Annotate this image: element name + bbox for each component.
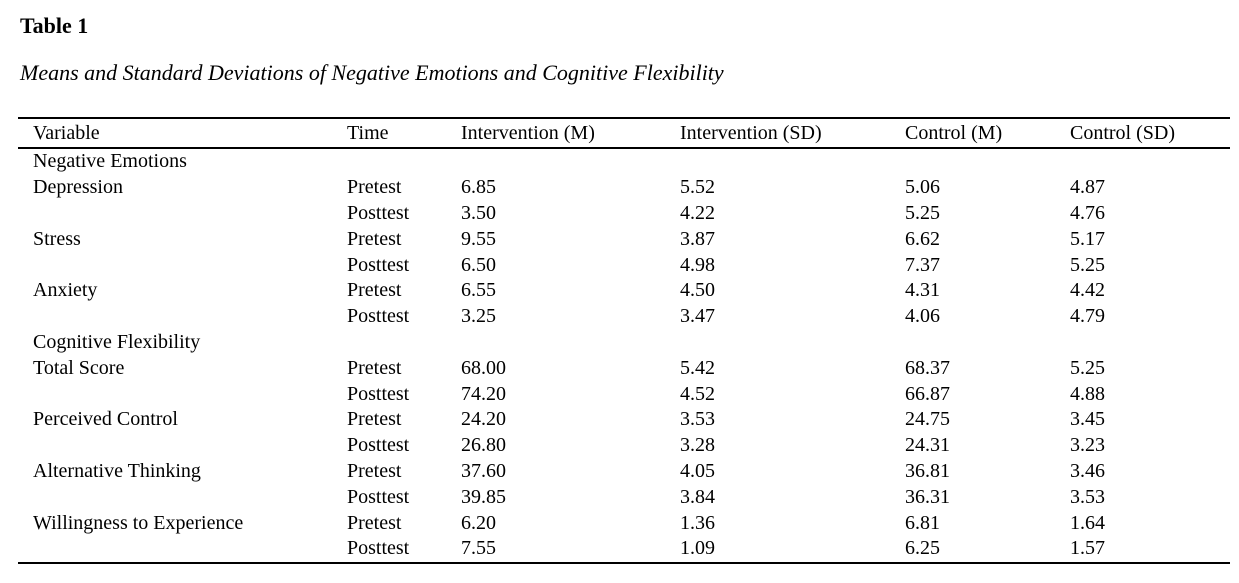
intervention-m-cell: 6.55 xyxy=(461,279,496,302)
intervention-sd-cell xyxy=(680,330,905,356)
table-number: Table 1 xyxy=(20,13,89,38)
table-body xyxy=(18,148,1230,563)
control-m-cell: 4.06 xyxy=(905,305,940,328)
column-header-control-sd: Control (SD) xyxy=(1070,118,1230,148)
intervention-sd-cell: 3.28 xyxy=(680,434,715,457)
variable-cell: Negative Emotions xyxy=(33,150,187,173)
variable-cell xyxy=(18,304,347,330)
intervention-m-cell: 37.60 xyxy=(461,459,506,482)
control-m-cell: 68.37 xyxy=(905,356,950,379)
time-cell: Posttest xyxy=(347,253,410,276)
variable-cell: Alternative Thinking xyxy=(33,459,201,482)
table-row xyxy=(18,252,1230,278)
table-row xyxy=(18,381,1230,407)
time-cell: Pretest xyxy=(347,176,402,199)
intervention-m-cell: 6.20 xyxy=(461,511,496,534)
table-header xyxy=(18,118,1230,148)
table-row xyxy=(18,484,1230,510)
intervention-sd-cell: 5.52 xyxy=(680,176,715,199)
control-m-cell: 36.81 xyxy=(905,459,950,482)
variable-cell xyxy=(18,484,347,510)
intervention-sd-cell: 1.36 xyxy=(680,511,715,534)
intervention-m-cell: 6.50 xyxy=(461,253,496,276)
column-header-variable: Variable xyxy=(18,118,347,148)
intervention-sd-cell: 5.42 xyxy=(680,356,715,379)
document-page xyxy=(0,14,1239,583)
intervention-m-cell: 7.55 xyxy=(461,537,496,560)
time-cell: Pretest xyxy=(347,459,402,482)
intervention-sd-cell: 4.05 xyxy=(680,459,715,482)
intervention-sd-cell: 4.50 xyxy=(680,279,715,302)
control-sd-cell: 1.64 xyxy=(1070,511,1105,534)
intervention-m-cell: 3.25 xyxy=(461,305,496,328)
intervention-m-cell: 68.00 xyxy=(461,356,506,379)
intervention-sd-cell: 1.09 xyxy=(680,537,715,560)
time-cell: Posttest xyxy=(347,305,410,328)
control-sd-cell: 4.88 xyxy=(1070,382,1105,405)
time-cell: Posttest xyxy=(347,485,410,508)
time-cell: Pretest xyxy=(347,511,402,534)
intervention-m-cell: 3.50 xyxy=(461,201,496,224)
table-row xyxy=(18,510,1230,536)
control-sd-cell xyxy=(1070,330,1230,356)
column-header-intervention-sd: Intervention (SD) xyxy=(680,118,905,148)
control-sd-cell: 5.25 xyxy=(1070,253,1105,276)
control-m-cell: 24.31 xyxy=(905,434,950,457)
control-sd-cell: 3.53 xyxy=(1070,485,1105,508)
variable-cell xyxy=(18,381,347,407)
intervention-sd-cell: 4.22 xyxy=(680,201,715,224)
time-cell xyxy=(347,330,461,356)
variable-cell: Perceived Control xyxy=(33,408,178,431)
intervention-m-cell: 6.85 xyxy=(461,176,496,199)
column-header-control-m: Control (M) xyxy=(905,118,1070,148)
table-row xyxy=(18,278,1230,304)
table-row xyxy=(18,433,1230,459)
control-m-cell: 24.75 xyxy=(905,408,950,431)
table-row xyxy=(18,459,1230,485)
header-row xyxy=(18,118,1230,148)
control-sd-cell: 1.57 xyxy=(1070,537,1105,560)
intervention-m-cell: 24.20 xyxy=(461,408,506,431)
variable-cell: Willingness to Experience xyxy=(33,511,244,534)
control-sd-cell: 4.76 xyxy=(1070,201,1105,224)
time-cell: Pretest xyxy=(347,279,402,302)
variable-cell: Stress xyxy=(33,227,81,250)
time-cell: Pretest xyxy=(347,356,402,379)
control-m-cell: 36.31 xyxy=(905,485,950,508)
control-sd-cell: 3.23 xyxy=(1070,434,1105,457)
table-row xyxy=(18,148,1230,175)
table-row xyxy=(18,304,1230,330)
intervention-m-cell: 39.85 xyxy=(461,485,506,508)
time-cell: Pretest xyxy=(347,227,402,250)
variable-cell xyxy=(18,252,347,278)
apa-table xyxy=(18,117,1230,564)
control-sd-cell: 5.17 xyxy=(1070,227,1105,250)
control-m-cell: 6.62 xyxy=(905,227,940,250)
table-row xyxy=(18,407,1230,433)
table-row xyxy=(18,536,1230,563)
variable-cell: Cognitive Flexibility xyxy=(33,330,201,353)
intervention-sd-cell: 4.98 xyxy=(680,253,715,276)
variable-cell xyxy=(18,433,347,459)
table-row xyxy=(18,355,1230,381)
control-sd-cell: 4.87 xyxy=(1070,176,1105,199)
time-cell: Posttest xyxy=(347,434,410,457)
variable-cell: Depression xyxy=(33,176,123,199)
control-m-cell: 5.06 xyxy=(905,176,940,199)
variable-cell xyxy=(18,536,347,563)
control-sd-cell: 4.42 xyxy=(1070,279,1105,302)
table-caption: Means and Standard Deviations of Negative Emotions and Cognitive Flexibility xyxy=(20,60,724,85)
variable-cell xyxy=(18,201,347,227)
control-m-cell xyxy=(905,148,1070,175)
column-header-intervention-m: Intervention (M) xyxy=(461,118,680,148)
intervention-sd-cell: 3.84 xyxy=(680,485,715,508)
control-sd-cell: 4.79 xyxy=(1070,305,1105,328)
table-row xyxy=(18,201,1230,227)
time-cell: Pretest xyxy=(347,408,402,431)
table-row xyxy=(18,175,1230,201)
control-m-cell: 66.87 xyxy=(905,382,950,405)
intervention-m-cell xyxy=(461,330,680,356)
control-sd-cell xyxy=(1070,148,1230,175)
control-m-cell xyxy=(905,330,1070,356)
control-sd-cell: 3.45 xyxy=(1070,408,1105,431)
intervention-sd-cell: 3.53 xyxy=(680,408,715,431)
intervention-sd-cell: 3.47 xyxy=(680,305,715,328)
control-sd-cell: 5.25 xyxy=(1070,356,1105,379)
intervention-sd-cell xyxy=(680,148,905,175)
control-m-cell: 4.31 xyxy=(905,279,940,302)
column-header-time: Time xyxy=(347,118,461,148)
control-m-cell: 5.25 xyxy=(905,201,940,224)
intervention-m-cell: 26.80 xyxy=(461,434,506,457)
intervention-m-cell: 74.20 xyxy=(461,382,506,405)
time-cell xyxy=(347,148,461,175)
time-cell: Posttest xyxy=(347,201,410,224)
table-row xyxy=(18,330,1230,356)
intervention-sd-cell: 3.87 xyxy=(680,227,715,250)
table-row xyxy=(18,226,1230,252)
variable-cell: Anxiety xyxy=(33,279,98,302)
control-m-cell: 6.25 xyxy=(905,537,940,560)
control-sd-cell: 3.46 xyxy=(1070,459,1105,482)
control-m-cell: 7.37 xyxy=(905,253,940,276)
control-m-cell: 6.81 xyxy=(905,511,940,534)
intervention-m-cell xyxy=(461,148,680,175)
time-cell: Posttest xyxy=(347,537,410,560)
time-cell: Posttest xyxy=(347,382,410,405)
intervention-sd-cell: 4.52 xyxy=(680,382,715,405)
variable-cell: Total Score xyxy=(33,356,125,379)
intervention-m-cell: 9.55 xyxy=(461,227,496,250)
